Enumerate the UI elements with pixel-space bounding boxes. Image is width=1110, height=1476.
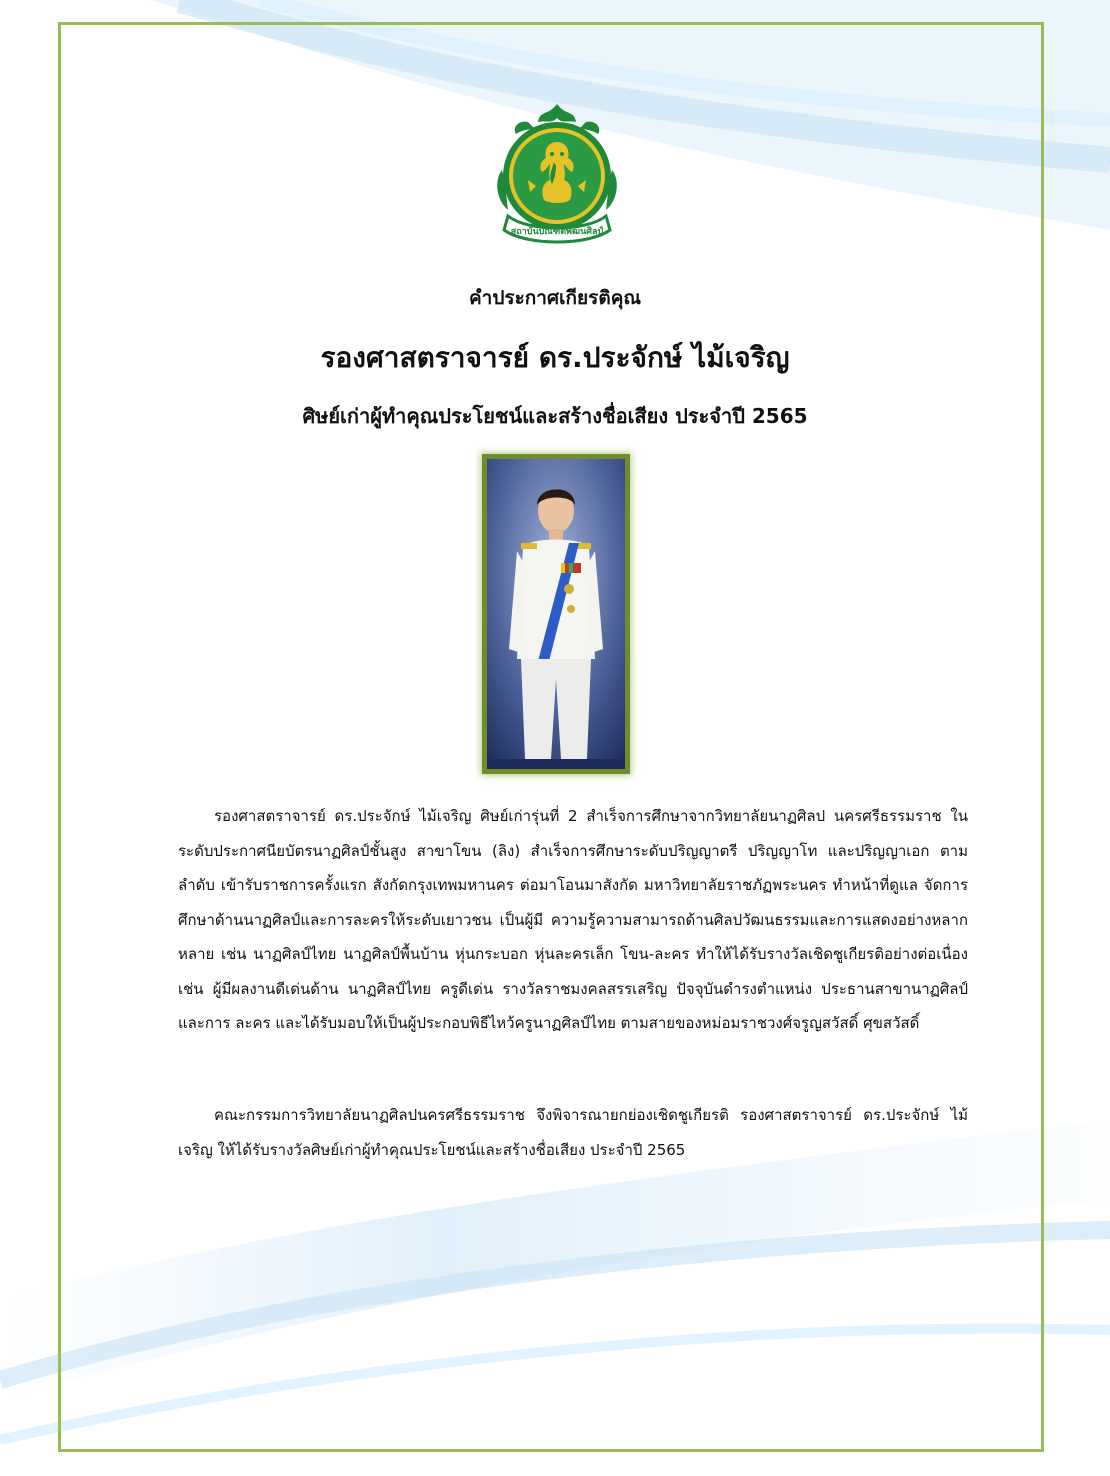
award-subtitle: ศิษย์เก่าผู้ทำคุณประโยชน์และสร้างชื่อเสียง ประจำปี 2565: [302, 404, 808, 428]
honoree-portrait: [487, 459, 625, 769]
paragraph-text: คณะกรรมการวิทยาลัยนาฏศิลปนครศรีธรรมราช จึงพิจารณายกย่องเชิดชูเกียรติ รองศาสตราจารย์ ดร.ประจักษ์ ไม้เจริญ ให้ได้รับรางวัลศิษย์เก่าผู้ทำคุณประโยชน์และสร้างชื่อเสียง ประจำปี 2565: [178, 1106, 968, 1159]
ganesha-emblem-logo: [488, 100, 626, 248]
citation-paragraph-2: [178, 1098, 968, 1167]
document-label: คำประกาศเกียรติคุณ: [468, 287, 642, 309]
emblem-banner-text: สถาบันบัณฑิตพัฒนศิลป์: [510, 227, 604, 237]
paragraph-text: รองศาสตราจารย์ ดร.ประจักษ์ ไม้เจริญ ศิษย์เก่ารุ่นที่ 2 สำเร็จการศึกษาจากวิทยาลัยนาฏศิลป นครศรีธรรมราช ในระดับประกาศนียบัตรนาฏศิลป์ชั้นสูง สาขาโขน (ลิง) สำเร็จการศึกษาระดับปริญญาตรี ปริญญาโท และปริญญาเอก ตามลำดับ เข้ารับราชการครั้งแรก สังกัดกรุงเทพมหานคร ต่อมาโอนมาสังกัด มหาวิทยาลัยราชภัฏพระนคร ทำหน้าที่ดูแล จัดการศึกษาด้านนาฏศิลป์และการละครให้ระดับเยาวชน เป็นผู้มี ความรู้ความสามารถด้านศิลปวัฒนธรรมและการแสดงอย่างหลากหลาย เช่น นาฏศิลป์ไทย นาฏศิลป์พื้นบ้าน หุ่นกระบอก หุ่นละครเล็ก โขน-ละคร ทำให้ได้รับรางวัลเชิดชูเกียรติอย่างต่อเนื่อง เช่น ผู้มีผลงานดีเด่นด้าน นาฏศิลป์ไทย ครูดีเด่น รางวัลราชมงคลสรรเสริญ ปัจจุบันดำรงตำแหน่ง ประธานสาขานาฏศิลป์และการ ละคร และได้รับมอบให้เป็นผู้ประกอบพิธีไหว้ครูนาฏศิลป์ไทย ตามสายของหม่อมราชวงศ์จรูญสวัสดิ์ ศุขสวัสดิ์: [178, 807, 968, 1032]
honoree-name: รองศาสตราจารย์ ดร.ประจักษ์ ไม้เจริญ: [320, 341, 790, 374]
citation-paragraph-1: [178, 799, 968, 1041]
portrait-frame: [482, 454, 630, 774]
